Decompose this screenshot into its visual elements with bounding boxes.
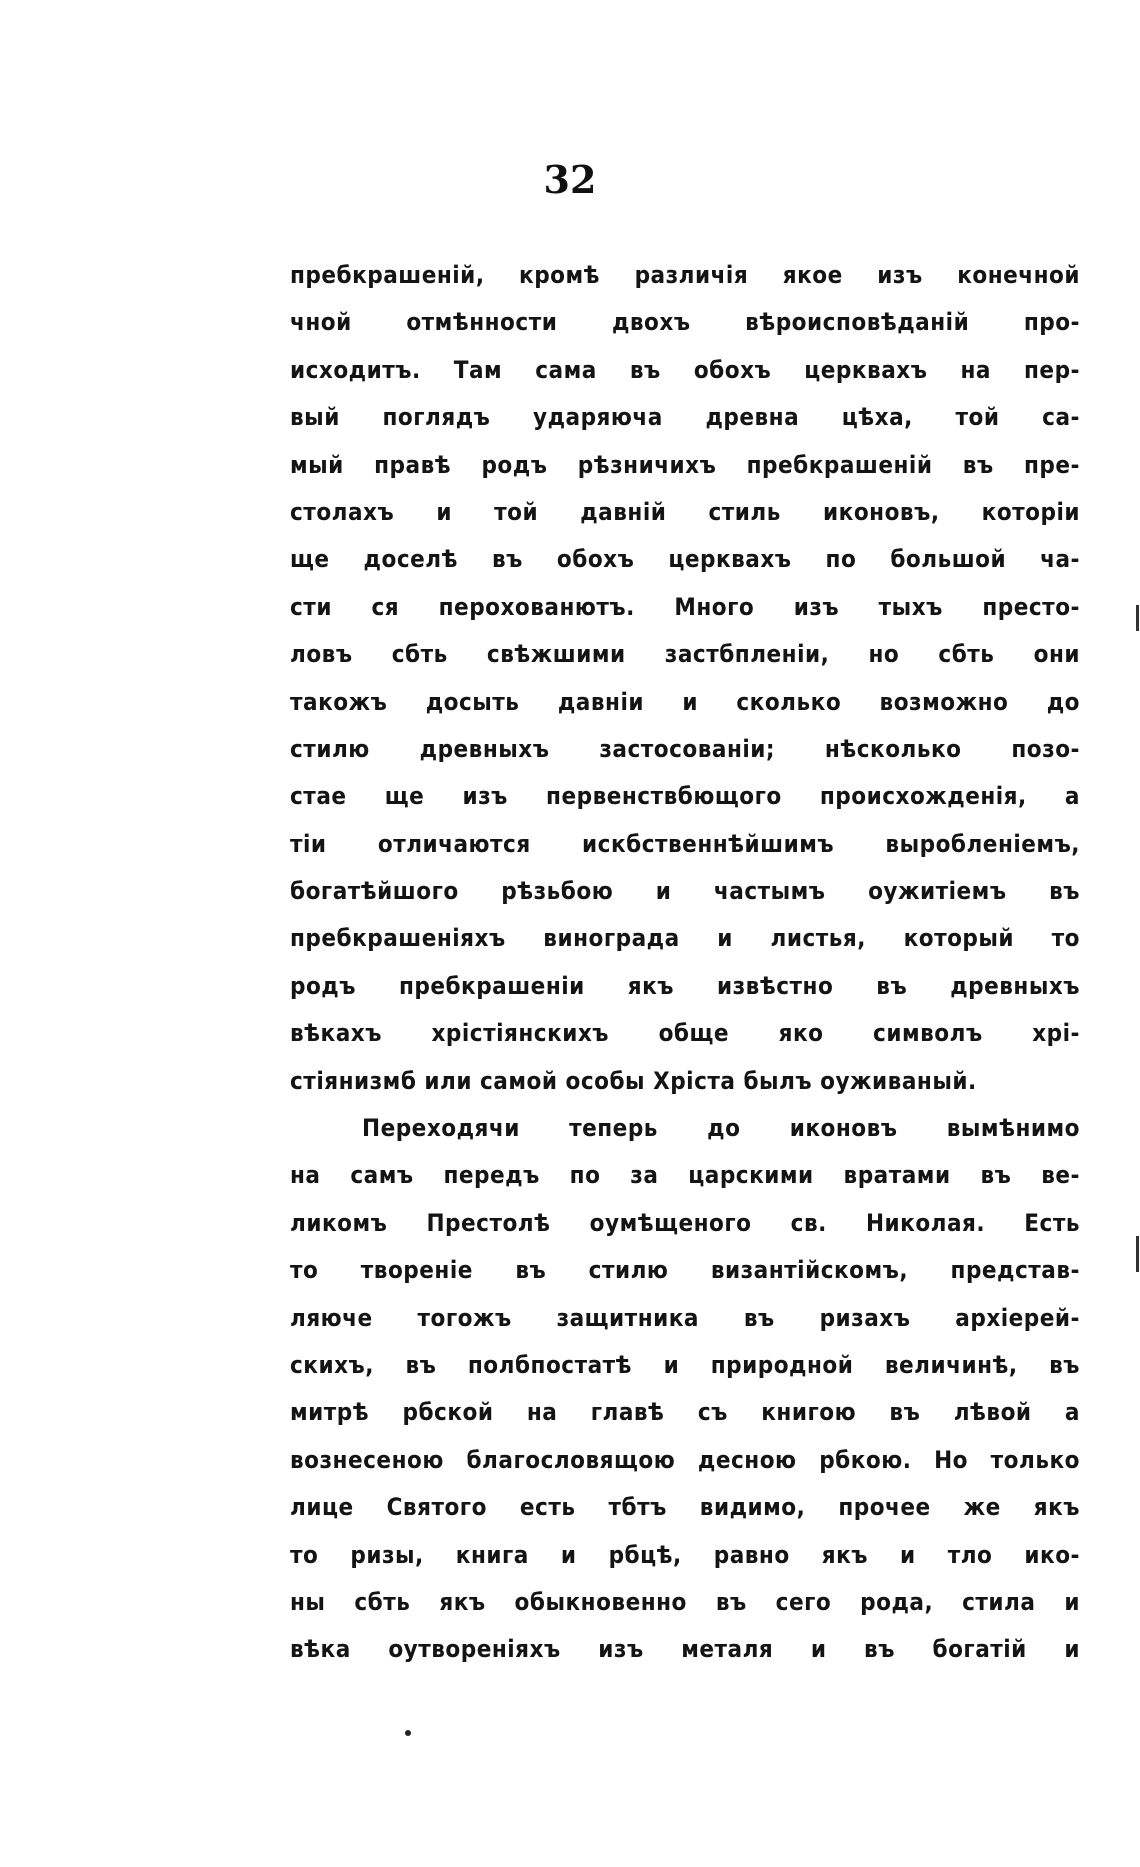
text-line: вѣка оутвореніяхъ изъ металя и въ богатій и [290,1635,1080,1664]
text-line: исходитъ. Там сама въ обохъ церквахъ на пер- [290,355,1080,384]
text-line: лице Святого есть тбтъ видимо, прочее же якъ [290,1493,1080,1522]
body-text [290,252,1080,1674]
text-line: ликомъ Престолѣ оумѣщеного св. Николая. Есть [290,1208,1080,1237]
text-line: сти ся перохованютъ. Много изъ тыхъ престо- [290,592,1080,621]
text-line: стіянизмб или самой особы Хріста былъ оуживаный. [290,1066,977,1095]
text-line: столахъ и той давній стиль иконовъ, которіи [290,497,1080,526]
text-line: Переходячи теперь до иконовъ вымѣнимо [362,1114,1080,1143]
text-line: на самъ передъ по за царскими вратами въ ве- [290,1161,1080,1190]
page-number: 32 [543,157,597,202]
text-line: вознесеною благословящою десною рбкою. Но только [290,1445,1080,1474]
text-line: то ризы, книга и рбцѣ, равно якъ и тло ико- [290,1540,1080,1569]
text-line: стилю древныхъ застосованіи; нѣсколько позо- [290,734,1080,763]
text-line: митрѣ рбской на главѣ съ книгою въ лѣвой а [290,1398,1080,1427]
text-line: стае ще изъ первенствбющого происхожденія, а [290,782,1080,811]
text-line: вый поглядъ ударяюча древна цѣха, той са- [290,403,1080,432]
text-line: пребкрашеніяхъ винограда и листья, который то [290,924,1080,953]
scan-speck [405,1730,411,1736]
text-line: вѣкахъ хрістіянскихъ обще яко символъ хрі- [290,1019,1080,1048]
text-line: мый правѣ родъ рѣзничихъ пребкрашеній въ пре- [290,450,1080,479]
text-line: богатѣйшого рѣзьбою и частымъ оужитіемъ въ [290,877,1080,906]
text-line: ны сбть якъ обыкновенно въ сего рода, стила и [290,1587,1080,1616]
text-line: ще доселѣ въ обохъ церквахъ по большой ча- [290,545,1080,574]
text-line: родъ пребкрашеніи якъ извѣстно въ древныхъ [290,971,1080,1000]
scan-edge-mark [1136,1236,1139,1272]
scan-edge-mark [1136,605,1139,631]
text-line: скихъ, въ полбпостатѣ и природной величинѣ, въ [290,1350,1080,1379]
text-line: ляюче тогожъ защитника въ ризахъ архіерей- [290,1303,1080,1332]
text-line: пребкрашеній, кромѣ различія якое изъ конечной [290,261,1080,289]
text-line: чной отмѣнности двохъ вѣроисповѣданій про- [290,308,1080,337]
text-line: такожъ досыть давніи и сколько возможно до [290,687,1080,716]
text-line: то твореніе въ стилю византійскомъ, представ- [290,1256,1080,1285]
text-line: тіи отличаются искбственнѣйшимъ выробленіемъ, [290,829,1080,858]
text-line: ловъ сбть свѣжшими застбпленіи, но сбть они [290,640,1080,669]
